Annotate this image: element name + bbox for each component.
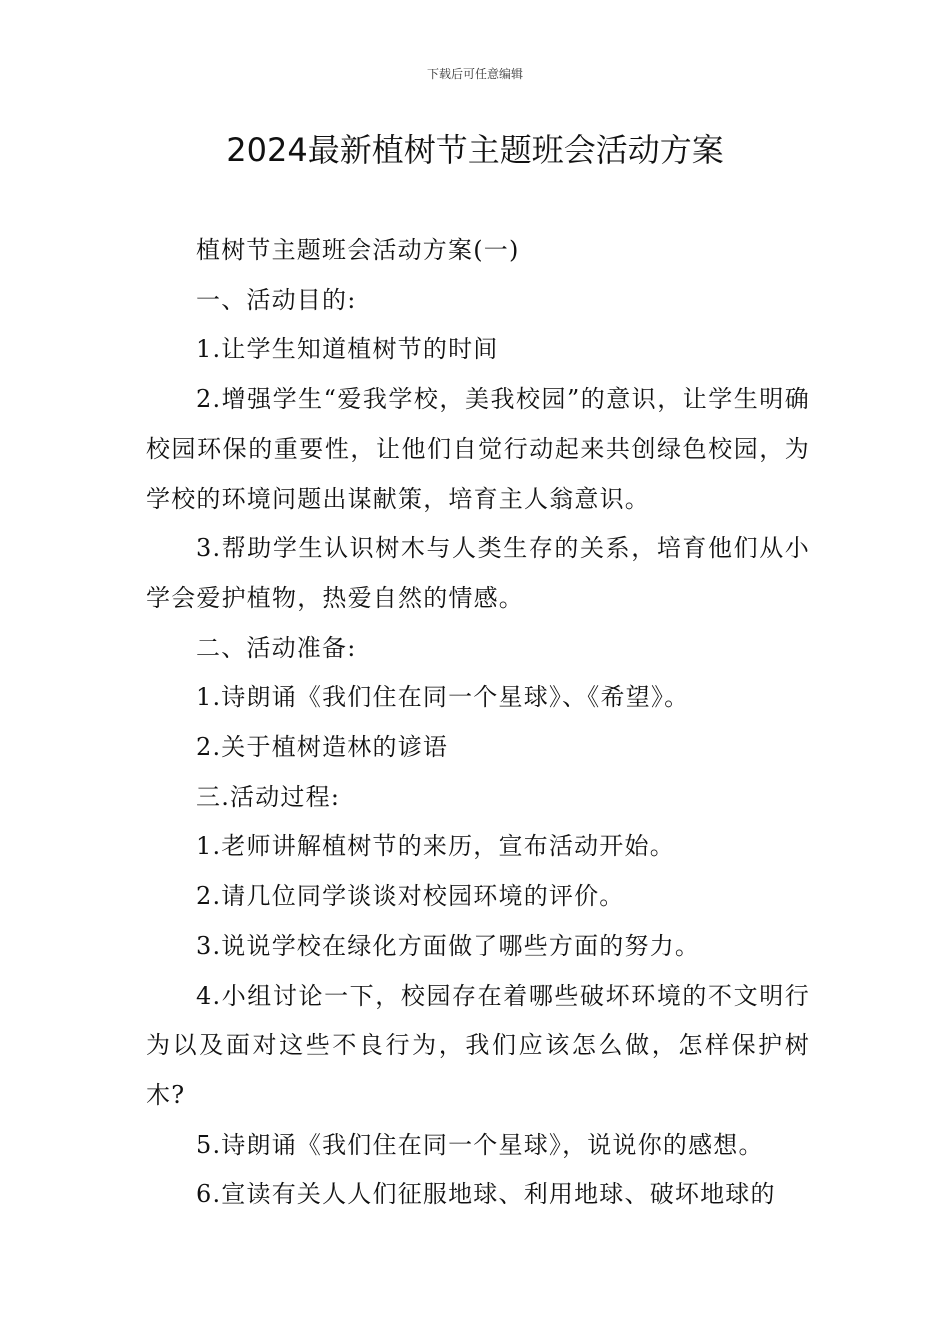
header-note: 下载后可任意编辑	[426, 67, 523, 81]
paragraph-purpose-2: 2.增强学生“爱我学校，美我校园”的意识，让学生明确校园环保的重要性，让他们自觉行动起来共创绿色校园，为学校的环境问题出谋献策，培育主人翁意识。	[146, 385, 810, 513]
document-body	[146, 226, 810, 1220]
document-title: 2024最新植树节主题班会活动方案	[226, 131, 724, 169]
paragraph-process-2: 2.请几位同学谈谈对校园环境的评价。	[196, 882, 625, 911]
paragraph-heading-preparation: 二、活动准备:	[196, 633, 357, 662]
paragraph-process-1: 1.老师讲解植树节的来历，宣布活动开始。	[196, 832, 675, 861]
paragraph-process-3: 3.说说学校在绿化方面做了哪些方面的努力。	[196, 931, 701, 960]
paragraph-section-title: 植树节主题班会活动方案(一)	[196, 236, 520, 264]
paragraph-heading-process: 三.活动过程:	[196, 782, 341, 811]
paragraph-heading-purpose: 一、活动目的:	[196, 285, 357, 314]
paragraph-process-5: 5.诗朗诵《我们住在同一个星球》，说说你的感想。	[196, 1130, 764, 1159]
paragraph-preparation-2: 2.关于植树造林的谚语	[196, 733, 449, 762]
paragraph-purpose-1: 1.让学生知道植树节的时间	[196, 335, 499, 364]
paragraph-purpose-3: 3.帮助学生认识树木与人类生存的关系，培育他们从小学会爱护植物，热爱自然的情感。	[146, 534, 810, 612]
paragraph-process-6: 6.宣读有关人人们征服地球、利用地球、破坏地球的	[196, 1180, 776, 1209]
paragraph-preparation-1: 1.诗朗诵《我们住在同一个星球》、《希望》。	[196, 683, 690, 712]
paragraph-process-4: 4.小组讨论一下，校园存在着哪些破坏环境的不文明行为以及面对这些不良行为，我们应该怎么做，怎样保护树木?	[146, 981, 810, 1109]
